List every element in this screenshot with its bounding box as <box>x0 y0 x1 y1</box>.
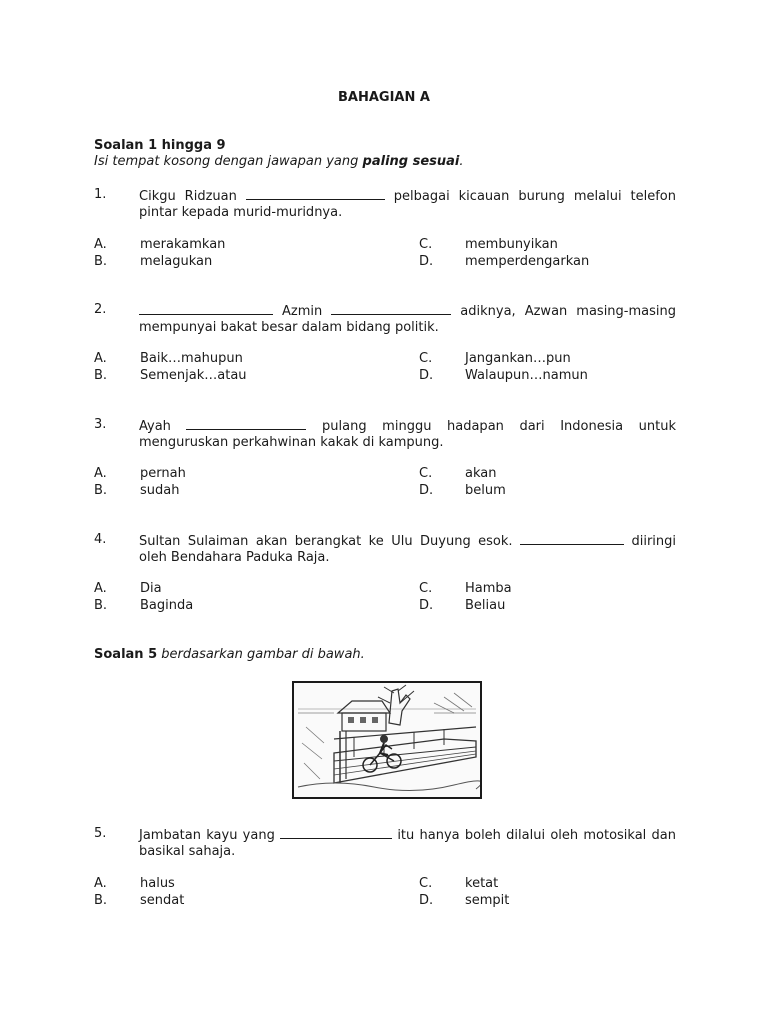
question-5 <box>94 826 676 860</box>
option-letter: B. <box>94 483 108 498</box>
option-letter: B. <box>94 893 108 908</box>
picture-instruction-italic: berdasarkan gambar di bawah. <box>157 647 365 662</box>
question-text <box>139 826 676 860</box>
question-3 <box>94 417 676 451</box>
option-letter: C. <box>419 876 433 891</box>
option-text: halus <box>140 876 175 891</box>
option-letter: C. <box>419 351 433 366</box>
answer-blank <box>139 302 273 315</box>
option-letter: D. <box>419 254 434 269</box>
question-number: 4. <box>94 532 107 547</box>
question-number: 3. <box>94 417 107 432</box>
question-1 <box>94 187 676 221</box>
answer-blank <box>246 187 385 200</box>
answer-blank <box>186 417 306 430</box>
section-instruction <box>94 154 464 170</box>
bridge-illustration <box>294 683 480 797</box>
question-text <box>139 302 676 336</box>
option-text: Dia <box>140 581 162 596</box>
option-text: Semenjak…atau <box>140 368 247 383</box>
bridge-picture <box>292 681 482 799</box>
answer-blank <box>520 532 624 545</box>
option-text: membunyikan <box>465 237 558 252</box>
option-text: Walaupun…namun <box>465 368 588 383</box>
option-text: sempit <box>465 893 510 908</box>
question-text <box>139 417 676 451</box>
question-text-part: Cikgu Ridzuan <box>139 189 246 204</box>
question-number: 5. <box>94 826 107 841</box>
option-text: sudah <box>140 483 180 498</box>
option-letter: A. <box>94 876 107 891</box>
page-title: BAHAGIAN A <box>338 90 430 105</box>
question-number: 2. <box>94 302 107 317</box>
option-text: sendat <box>140 893 185 908</box>
answer-blank <box>280 826 392 839</box>
question-text-part: Jambatan kayu yang <box>139 828 281 843</box>
question-text-part: itu hanya boleh dilalui oleh motosikal dan basikal sahaja. <box>139 828 676 859</box>
option-letter: A. <box>94 466 107 481</box>
answer-blank <box>331 302 451 315</box>
question-text <box>139 532 676 566</box>
options-2 <box>94 351 676 385</box>
question-text-part: pelbagai kicauan burung melalui telefon pintar kepada murid-muridnya. <box>139 189 677 220</box>
picture-instruction-bold: Soalan 5 <box>94 647 158 662</box>
option-text: pernah <box>140 466 186 481</box>
option-letter: C. <box>419 581 433 596</box>
option-letter: A. <box>94 351 107 366</box>
options-1 <box>94 237 676 271</box>
option-letter: C. <box>419 466 433 481</box>
option-text: Jangankan…pun <box>465 351 571 366</box>
option-text: ketat <box>465 876 499 891</box>
section-label: Soalan 1 hingga 9 <box>94 138 226 153</box>
option-letter: D. <box>419 893 434 908</box>
option-text: belum <box>465 483 506 498</box>
instruction-prefix: Isi tempat kosong dengan jawapan yang <box>94 154 363 169</box>
option-text: akan <box>465 466 497 481</box>
options-4 <box>94 581 676 615</box>
question-text-part: adiknya, Azwan masing-masing mempunyai bakat besar dalam bidang politik. <box>139 304 676 335</box>
option-letter: B. <box>94 368 108 383</box>
option-text: Hamba <box>465 581 512 596</box>
option-letter: D. <box>419 368 434 383</box>
question-4 <box>94 532 676 566</box>
question-number: 1. <box>94 187 107 202</box>
instruction-suffix: . <box>459 154 464 169</box>
question-text <box>139 187 676 221</box>
option-letter: A. <box>94 237 107 252</box>
question-text-part: pulang minggu hadapan dari Indonesia untuk menguruskan perkahwinan kakak di kampung. <box>139 419 676 450</box>
instruction-emphasis: paling sesuai <box>362 154 460 169</box>
question-text-part: diiringi oleh Bendahara Paduka Raja. <box>139 534 677 565</box>
option-text: Beliau <box>465 598 506 613</box>
option-letter: D. <box>419 598 434 613</box>
option-letter: B. <box>94 598 108 613</box>
option-letter: D. <box>419 483 434 498</box>
options-5 <box>94 876 676 910</box>
option-text: melagukan <box>140 254 213 269</box>
question-text-part: Sultan Sulaiman akan berangkat ke Ulu Duyung esok. <box>139 534 521 549</box>
picture-instruction <box>94 647 365 663</box>
option-text: Baginda <box>140 598 194 613</box>
options-3 <box>94 466 676 500</box>
option-letter: B. <box>94 254 108 269</box>
question-2 <box>94 302 676 336</box>
option-letter: A. <box>94 581 107 596</box>
option-text: Baik…mahupun <box>140 351 243 366</box>
question-text-part: Azmin <box>273 304 332 319</box>
option-letter: C. <box>419 237 433 252</box>
option-text: merakamkan <box>140 237 226 252</box>
option-text: memperdengarkan <box>465 254 590 269</box>
question-text-part: Ayah <box>139 419 187 434</box>
